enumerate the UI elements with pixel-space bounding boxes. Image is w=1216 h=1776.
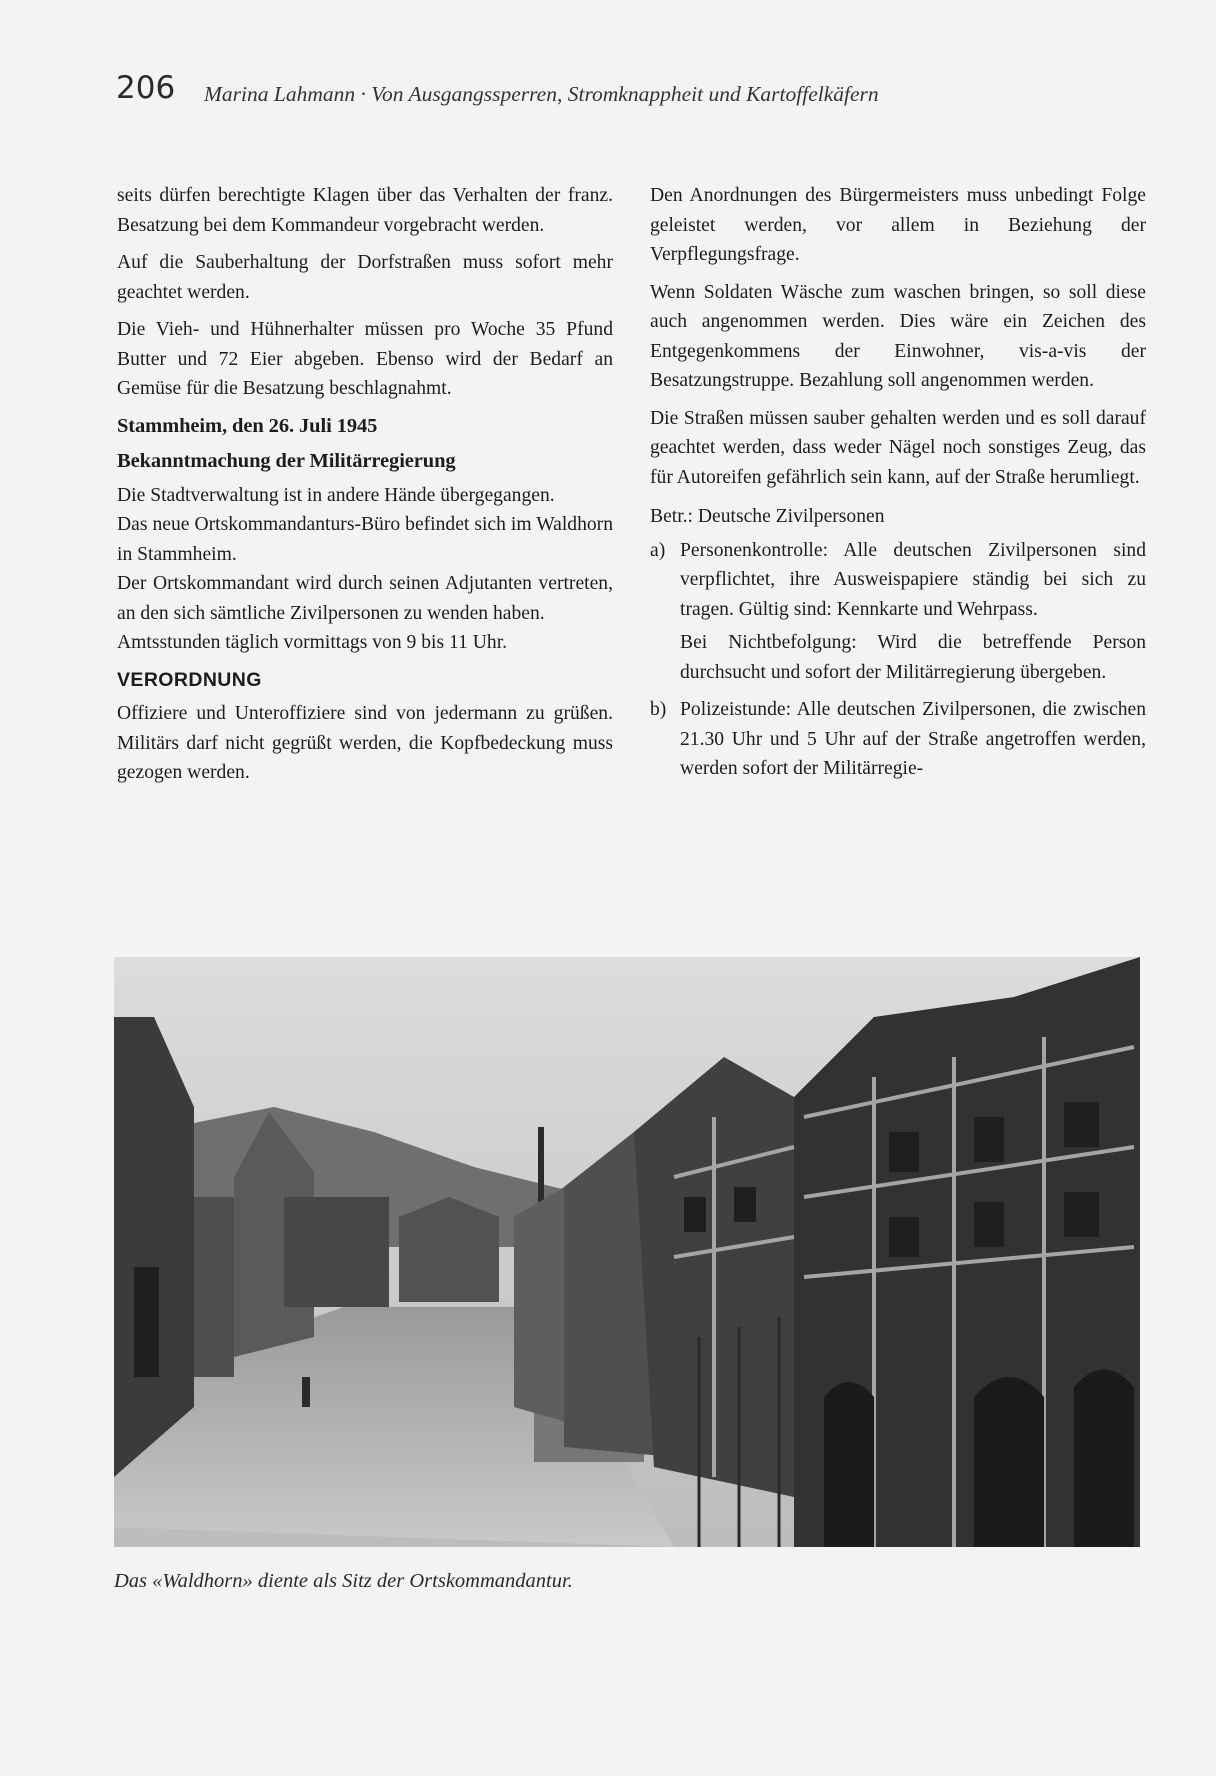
heading-verordnung: VERORDNUNG	[117, 668, 262, 691]
right-column	[650, 181, 1146, 792]
page-number: 206	[116, 70, 176, 106]
paragraph: Die Vieh- und Hühnerhalter müssen pro Woche 35 Pfund Butter und 72 Eier abgeben. Ebenso wird der Bedarf an Gemüse für die Besatzung beschlagnahmt.	[117, 319, 613, 399]
building-left	[194, 1197, 234, 1377]
paragraph: seits dürfen berechtigte Klagen über das Verhalten der franz. Besatzung bei dem Kommandeur vorgebracht werden.	[117, 185, 613, 236]
list-item-text: Bei Nichtbefolgung: Wird die betreffende Person durchsucht und sofort der Militärregierung übergeben.	[680, 632, 1146, 683]
paragraph: Offiziere und Unteroffiziere sind von jedermann zu grüßen. Militärs darf nicht gegrüßt werden, die Kopfbedeckung muss gezogen werden.	[117, 703, 613, 783]
paragraph: Wenn Soldaten Wäsche zum waschen bringen, so soll diese auch angenommen werden. Dies wäre ein Zeichen des Entgegenkommens der Einwohner, vis-a-vis der Besatzungstruppe. Bezahlung soll angenommen werden.	[650, 281, 1146, 391]
paragraph: Das neue Ortskommandanturs-Büro befindet sich im Waldhorn in Stammheim.	[117, 514, 613, 565]
left-column	[117, 181, 613, 796]
building-distant	[399, 1197, 499, 1302]
paragraph: Amtsstunden täglich vormittags von 9 bis 11 Uhr.	[117, 632, 508, 653]
paragraph: Die Stadtverwaltung ist in andere Hände übergegangen.	[117, 484, 555, 506]
heading-date: Stammheim, den 26. Juli 1945	[117, 414, 378, 437]
building-left-corner	[114, 1017, 194, 1477]
running-head: Marina Lahmann · Von Ausgangssperren, Stromknappheit und Kartoffelkäfern	[204, 82, 879, 106]
list-marker: b)	[650, 699, 667, 720]
building-left-back	[284, 1197, 389, 1307]
heading-notice: Bekanntmachung der Militärregierung	[117, 450, 456, 472]
paragraph: Der Ortskommandant wird durch seinen Adjutanten vertreten, an den sich sämtliche Zivilpersonen zu wenden haben.	[117, 573, 613, 624]
list-item	[650, 695, 1146, 788]
figure-caption: Das «Waldhorn» diente als Sitz der Ortskommandantur.	[114, 1570, 573, 1592]
street-photo	[114, 957, 1140, 1547]
list-item	[650, 536, 1146, 692]
list-marker: a)	[650, 539, 666, 561]
page-header	[116, 70, 1116, 114]
list-item-text: Personenkontrolle: Alle deutschen Zivilpersonen sind verpflichtet, ihre Ausweispapiere ständig bei sich zu tragen. Gültig sind: Kennkarte und Wehrpass.	[680, 539, 1146, 620]
street-photo-illustration	[114, 957, 1140, 1547]
paragraph: Die Straßen müssen sauber gehalten werden und es soll darauf geachtet werden, dass weder Nägel noch sonstiges Zeug, das für Autoreifen gefährlich sein kann, auf der Straße herumliegt.	[650, 407, 1146, 488]
person	[302, 1377, 310, 1407]
list-item-text: Polizeistunde: Alle deutschen Zivilpersonen, die zwischen 21.30 Uhr und 5 Uhr auf der Straße angetroffen werden, werden sofort der Militärregie-	[680, 699, 1146, 779]
paragraph: Den Anordnungen des Bürgermeisters muss unbedingt Folge geleistet werden, vor allem in Beziehung der Verpflegungsfrage.	[650, 185, 1146, 265]
doorways	[824, 1370, 1134, 1548]
subject-line: Betr.: Deutsche Zivilpersonen	[650, 506, 885, 527]
paragraph: Auf die Sauberhaltung der Dorfstraßen muss sofort mehr geachtet werden.	[117, 252, 613, 303]
